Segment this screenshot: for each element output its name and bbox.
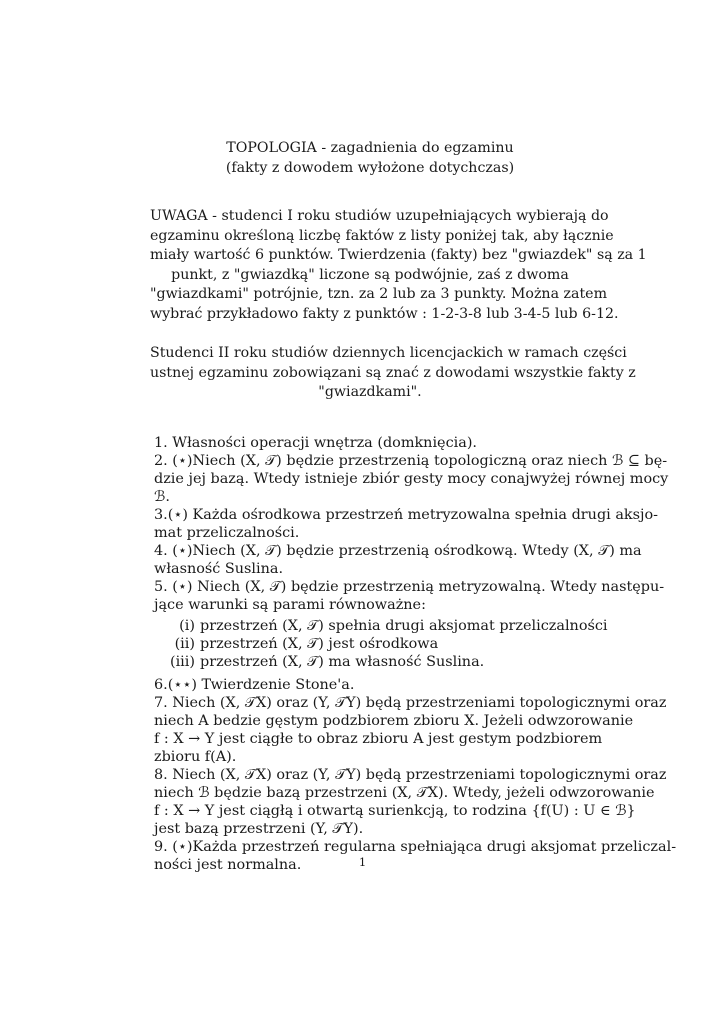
equivalence-item-text: przestrzeń (X, 𝒯) ma własność Suslina. (200, 654, 485, 670)
equivalence-item-text: przestrzeń (X, 𝒯) spełnia drugi aksjomat przeliczalności (200, 618, 608, 634)
page-number: 1 (358, 855, 367, 869)
notice2-line: Studenci II roku studiów dziennych licencjackich w ramach części (150, 345, 627, 361)
fact-line: mat przeliczalności. (154, 525, 300, 541)
equivalence-item-number: (ii) (174, 636, 195, 652)
fact-line: f : X → Y jest ciągłą i otwartą surienkcją, to rodzina {f(U) : U ∈ ℬ} (154, 803, 636, 819)
fact-line: ℬ. (154, 489, 170, 505)
document-title: TOPOLOGIA - zagadnienia do egzaminu (226, 140, 514, 156)
fact-line: zbioru f(A). (154, 749, 237, 765)
notice2-line: "gwiazdkami". (318, 384, 422, 401)
fact-line: f : X → Y jest ciągłe to obraz zbioru A jest gestym podzbiorem (154, 731, 603, 747)
fact-line: jące warunki są parami równoważne: (154, 597, 426, 613)
fact-line: 2. (⋆)Niech (X, 𝒯) będzie przestrzenią topologiczną oraz niech ℬ ⊆ bę- (154, 453, 668, 469)
notice-line: miały wartość 6 punktów. Twierdzenia (fakty) bez "gwiazdek" są za 1 (150, 247, 647, 264)
equivalence-item (154, 635, 591, 653)
fact-line: jest bazą przestrzeni (Y, 𝒯Y). (154, 821, 364, 837)
fact-line: 5. (⋆) Niech (X, 𝒯) będzie przestrzenią metryzowalną. Wtedy następu- (154, 579, 665, 595)
fact-line: niech ℬ będzie bazą przestrzeni (X, 𝒯X). Wtedy, jeżeli odwzorowanie (154, 785, 655, 801)
fact-line: 1. Własności operacji wnętrza (domknięcia). (154, 435, 478, 451)
notice-line: "gwiazdkami" potrójnie, tzn. za 2 lub za 3 punkty. Można zatem (150, 286, 608, 303)
document-header (150, 139, 590, 178)
document-subtitle: (fakty z dowodem wyłożone dotychczas) (225, 159, 515, 176)
fact-line: 4. (⋆)Niech (X, 𝒯) będzie przestrzenią ośrodkową. Wtedy (X, 𝒯) ma (154, 543, 642, 559)
facts-list (154, 434, 677, 874)
equivalence-item-text: przestrzeń (X, 𝒯) jest ośrodkowa (200, 636, 439, 652)
notice2-line: ustnej egzaminu zobowiązani są znać z dowodami wszystkie fakty z (150, 364, 636, 381)
notice-line: wybrać przykładowo fakty z punktów : 1-2-3-8 lub 3-4-5 lub 6-12. (150, 305, 619, 322)
notice-line: egzaminu określoną liczbę faktów z listy poniżej tak, aby łącznie (150, 227, 614, 244)
equivalence-item (154, 653, 591, 671)
notice-line: punkt, z "gwiazdką" liczone są podwójnie, zaś z dwoma (171, 266, 569, 283)
fact-line: 7. Niech (X, 𝒯X) oraz (Y, 𝒯Y) będą przestrzeniami topologicznymi oraz (154, 695, 667, 711)
fact-line: dzie jej bazą. Wtedy istnieje zbiór gesty mocy conajwyżej równej mocy (154, 471, 669, 487)
fact-line: 6.(⋆⋆) Twierdzenie Stone'a. (154, 677, 355, 693)
notice-line: UWAGA - studenci I roku studiów uzupełniających wybierają do (150, 208, 609, 224)
equivalence-item (154, 617, 608, 635)
equivalence-item-number: (iii) (169, 654, 195, 670)
fact-line: własność Suslina. (154, 561, 284, 577)
fact-line: 8. Niech (X, 𝒯X) oraz (Y, 𝒯Y) będą przestrzeniami topologicznymi oraz (154, 767, 667, 783)
notice-paragraph (150, 207, 647, 325)
second-notice-paragraph (150, 344, 636, 403)
fact-line: 9. (⋆)Każda przestrzeń regularna spełniająca drugi aksjomat przeliczal- (154, 839, 677, 855)
fact-line: 3.(⋆) Każda ośrodkowa przestrzeń metryzowalna spełnia drugi aksjo- (154, 507, 659, 523)
fact-line: ności jest normalna. (154, 857, 302, 873)
equivalence-item-number: (i) (179, 618, 195, 634)
fact-line: niech A bedzie gęstym podzbiorem zbioru X. Jeżeli odwzorowanie (154, 713, 634, 729)
